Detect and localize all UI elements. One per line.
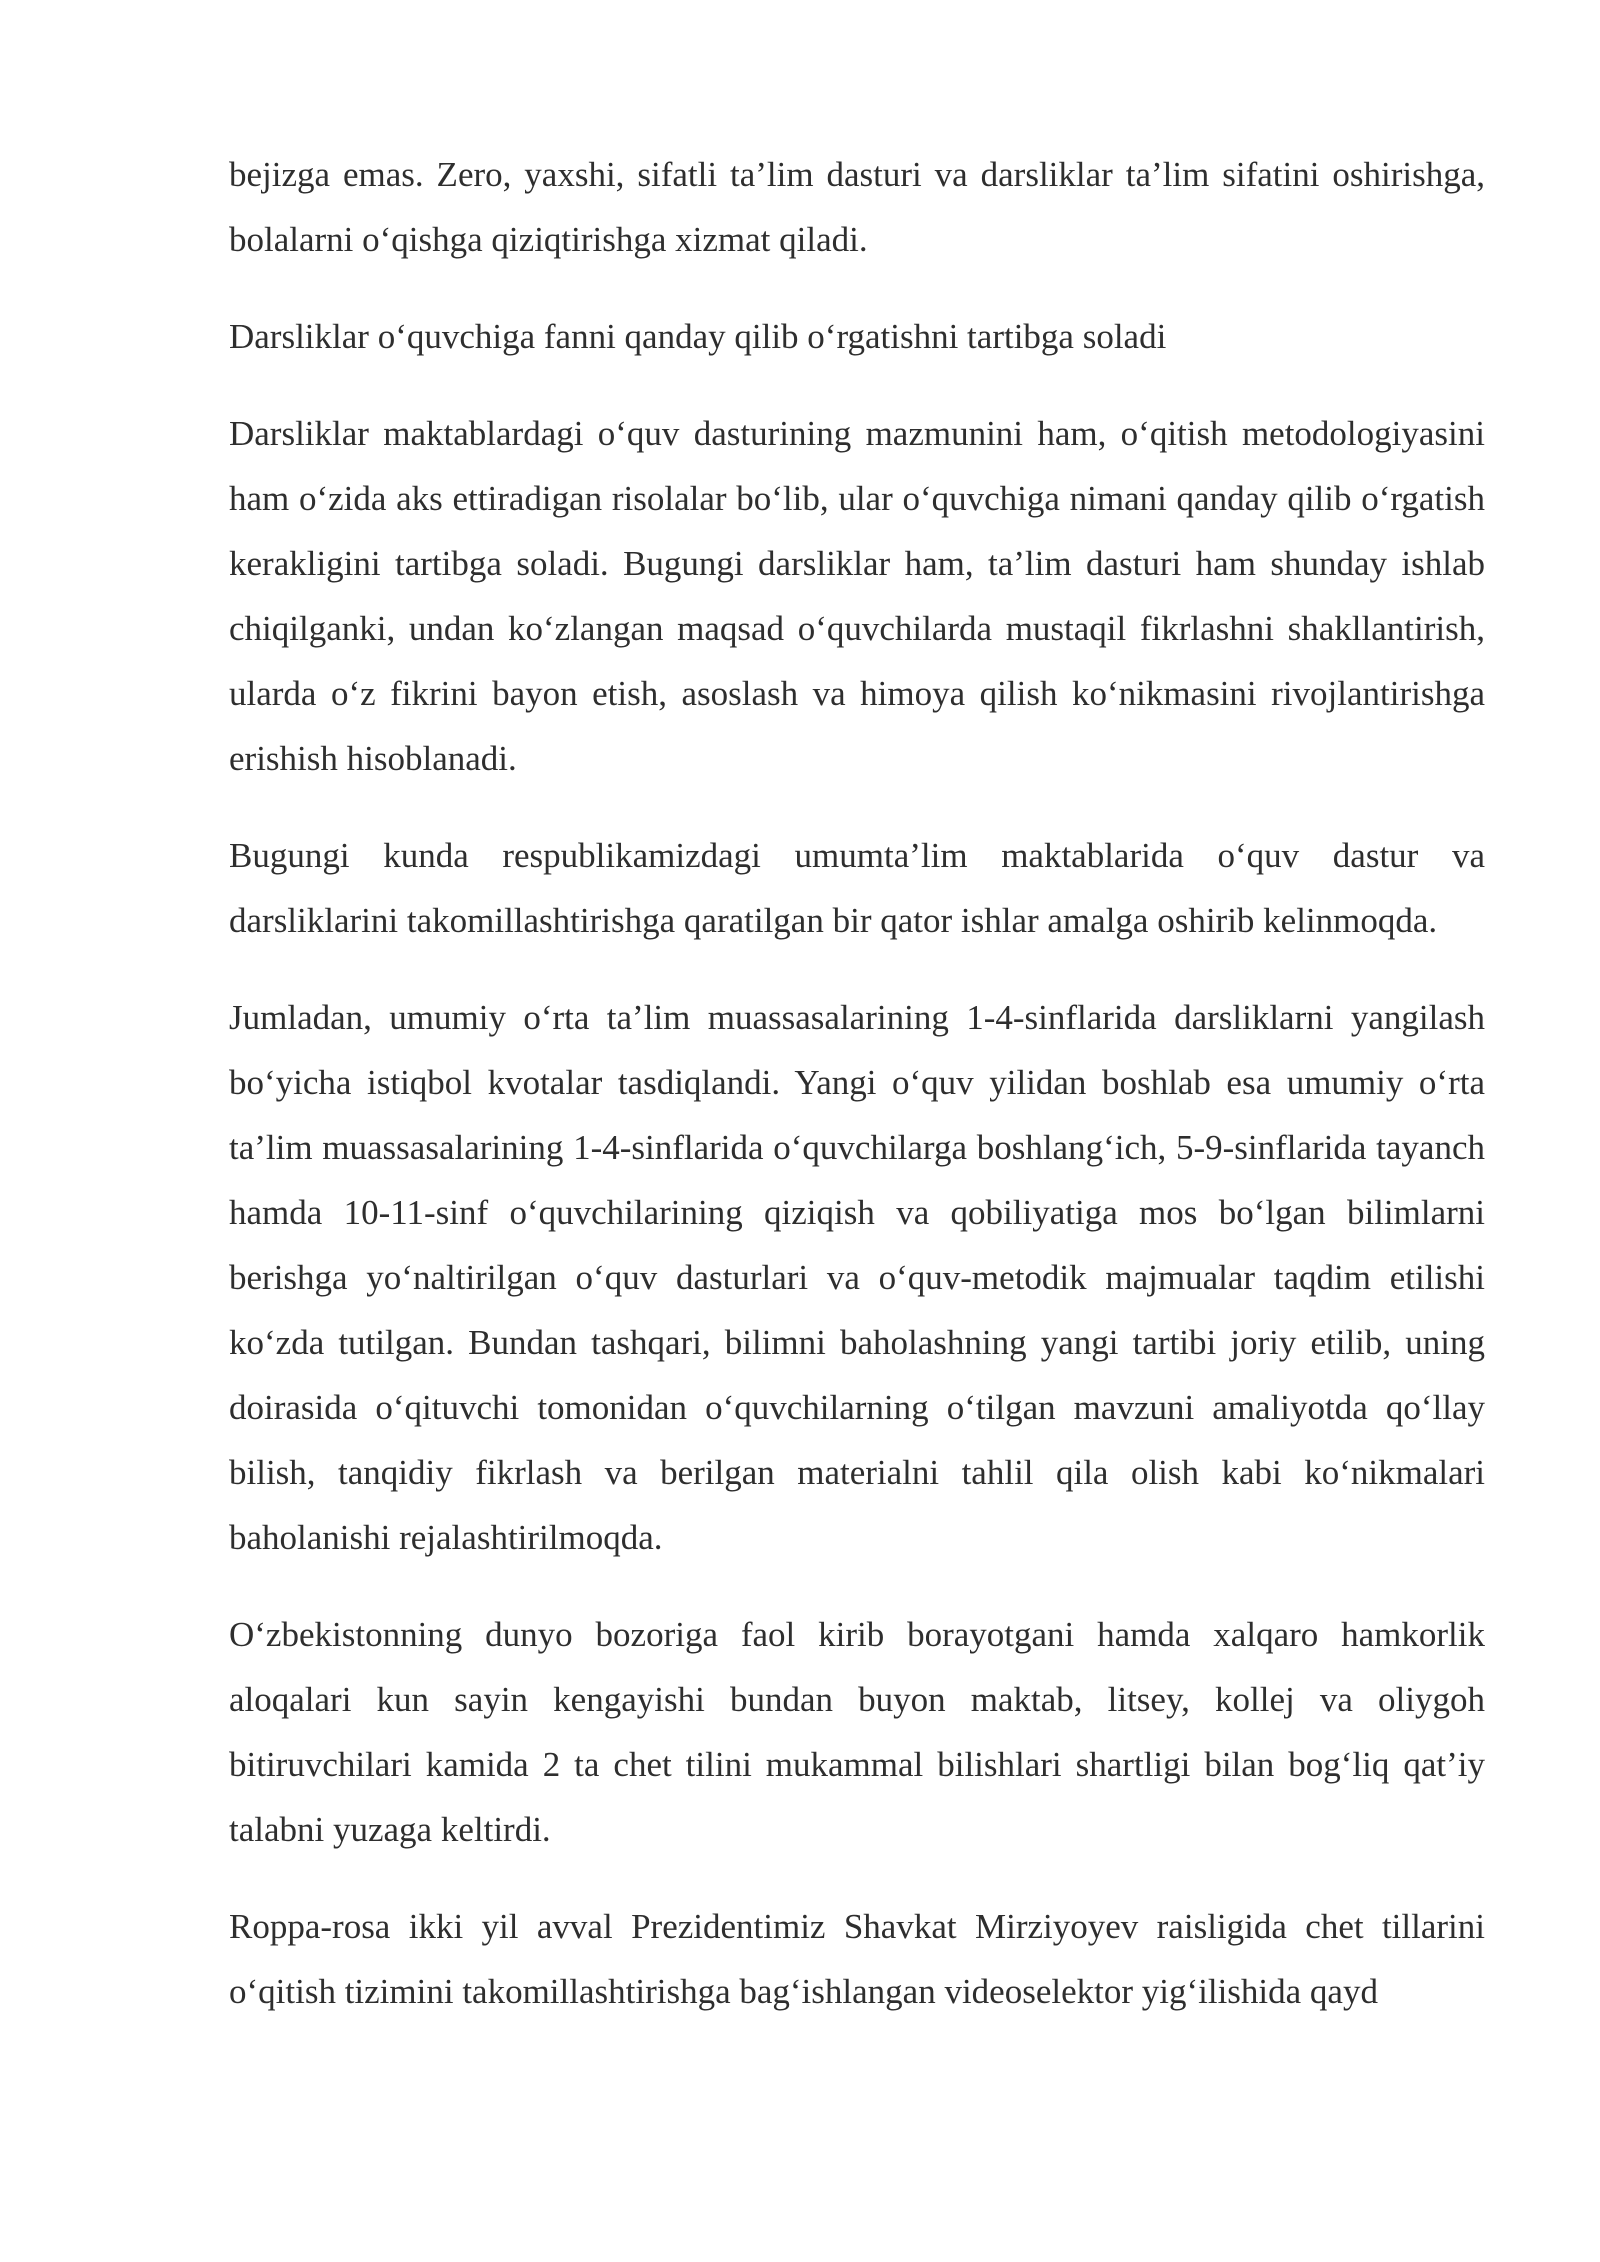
paragraph-roppa-rosa: Roppa-rosa ikki yil avval Prezidentimiz Shavkat Mirziyoyev raisligida chet tillarini o‘qitish tizimini takomillashtirishga bag‘ishlangan videoselektor yig‘ilishida qayd (229, 1907, 1485, 2011)
paragraph-darsliklar: Darsliklar maktablardagi o‘quv dasturining mazmunini ham, o‘qitish metodologiyasini ham o‘zida aks ettiradigan risolalar bo‘lib, ular o‘quvchiga nimani qanday qilib o‘rgatish kerakligini tartibga soladi. Bugungi darsliklar ham, ta’lim dasturi ham shunday ishlab chiqilganki, undan ko‘zlangan maqsad o‘quvchilarda mustaqil fikrlashni shakllantirish, ularda o‘z fikrini bayon etish, asoslash va himoya qilish ko‘nikmasini rivojlantirishga erishish hisoblanadi. (229, 414, 1485, 778)
document-body (229, 142, 1485, 2056)
paragraph-ozbekistonning: O‘zbekistonning dunyo bozoriga faol kirib borayotgani hamda xalqaro hamkorlik aloqalari kun sayin kengayishi bundan buyon maktab, litsey, kollej va oliygoh bitiruvchilari kamida 2 ta chet tilini mukammal bilishlari shartligi bilan bog‘liq qat’iy talabni yuzaga keltirdi. (229, 1615, 1485, 1849)
paragraph-bugungi-kunda: Bugungi kunda respublikamizdagi umumta’lim maktablarida o‘quv dastur va darsliklarini takomillashtirishga qaratilgan bir qator ishlar amalga oshirib kelinmoqda. (229, 836, 1485, 940)
paragraph-continuation: bejizga emas. Zero, yaxshi, sifatli ta’lim dasturi va darsliklar ta’lim sifatini oshirishga, bolalarni o‘qishga qiziqtirishga xizmat qiladi. (229, 155, 1485, 259)
section-heading: Darsliklar o‘quvchiga fanni qanday qilib o‘rgatishni tartibga soladi (229, 317, 1167, 356)
paragraph-jumladan: Jumladan, umumiy o‘rta ta’lim muassasalarining 1-4-sinflarida darsliklarni yangilash bo‘yicha istiqbol kvotalar tasdiqlandi. Yangi o‘quv yilidan boshlab esa umumiy o‘rta ta’lim muassasalarining 1-4-sinflarida o‘quvchilarga boshlang‘ich, 5-9-sinflarida tayanch hamda 10-11-sinf o‘quvchilarining qiziqish va qobiliyatiga mos bo‘lgan bilimlarni berishga yo‘naltirilgan o‘quv dasturlari va o‘quv-metodik majmualar taqdim etilishi ko‘zda tutilgan. Bundan tashqari, bilimni baholashning yangi tartibi joriy etilib, uning doirasida o‘qituvchi tomonidan o‘quvchilarning o‘tilgan mavzuni amaliyotda qo‘llay bilish, tanqidiy fikrlash va berilgan materialni tahlil qila olish kabi ko‘nikmalari baholanishi rejalashtirilmoqda. (229, 998, 1485, 1557)
